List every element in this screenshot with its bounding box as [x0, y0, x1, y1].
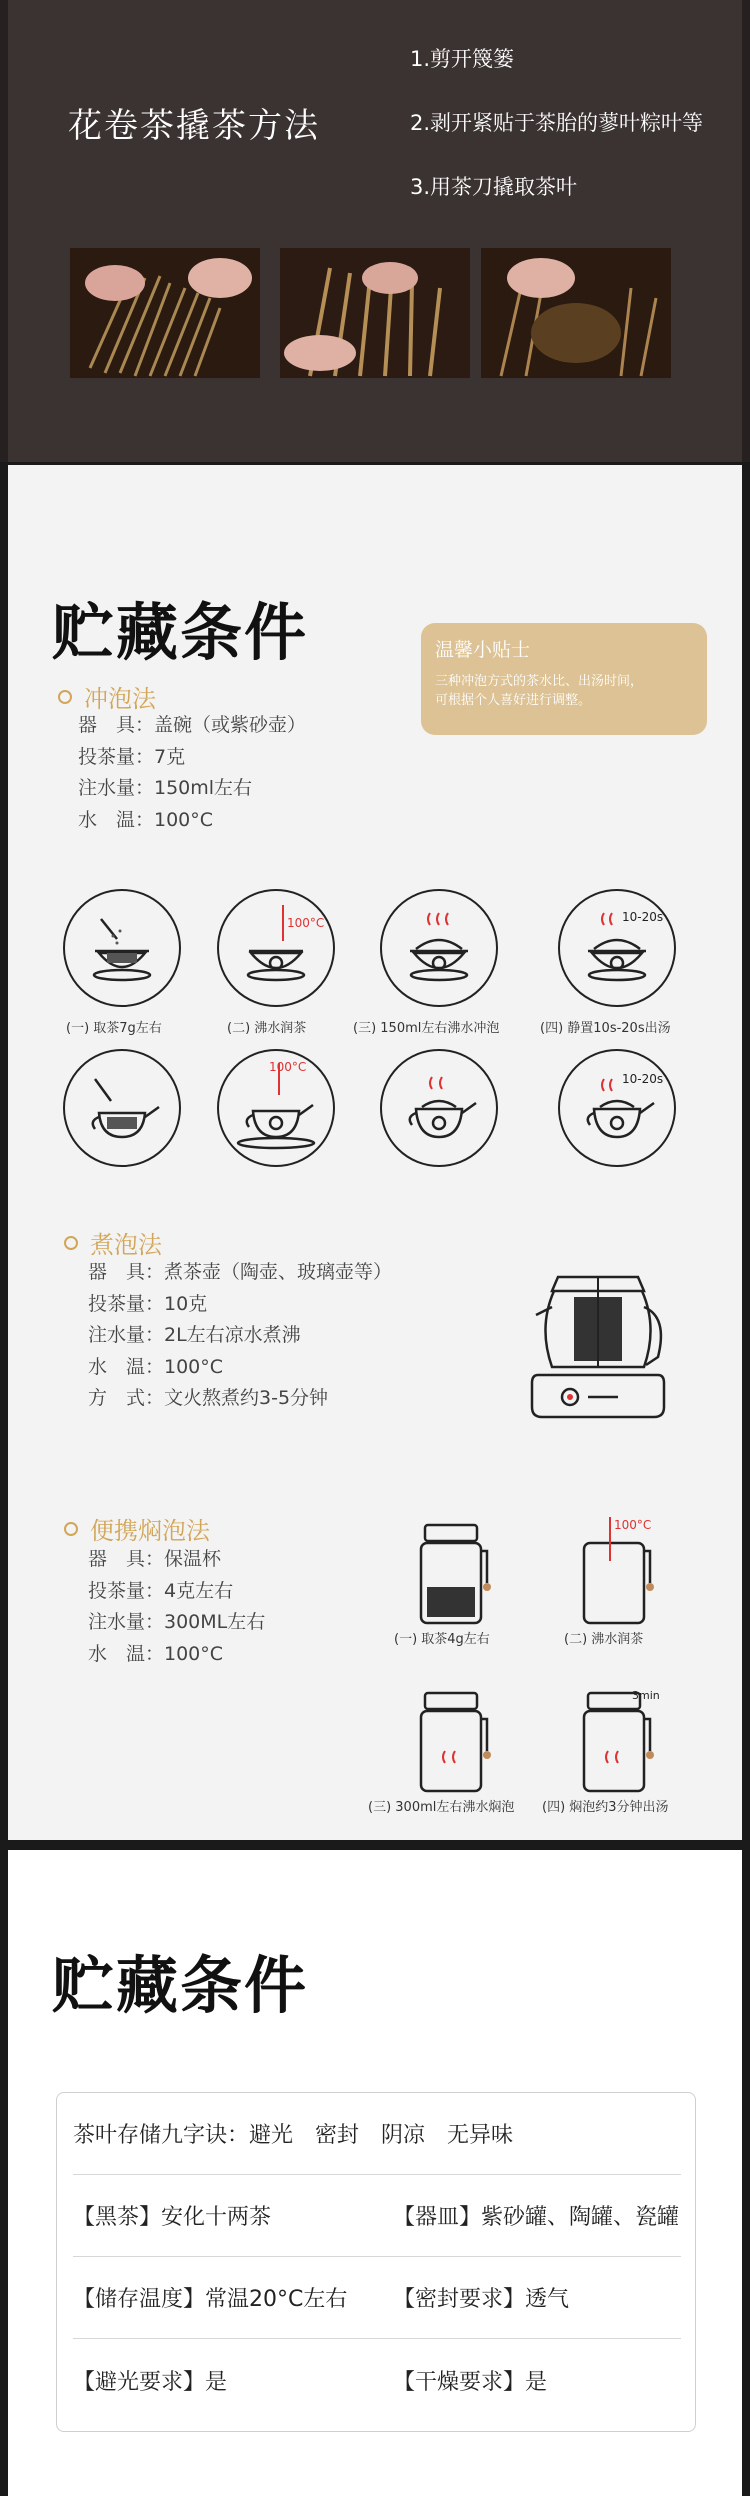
divider — [0, 1840, 750, 1850]
storage-row-cell: 【密封要求】透气 — [393, 2287, 570, 2312]
tip-title: 温馨小贴士 — [435, 639, 531, 661]
storage-row-cell: 【黑茶】安化十两茶 — [73, 2205, 272, 2230]
flask-step-2-label: 100°C — [614, 1518, 652, 1532]
method-boil-specs — [88, 1257, 392, 1415]
spec-line: 注水量：300ML左右 — [88, 1611, 266, 1634]
method-brew-specs — [78, 710, 306, 836]
tea-kettle-icon — [518, 1257, 678, 1427]
spec-line: 水 温：100°C — [78, 808, 214, 831]
gaiwan-step-2-caption: (二) 沸水润茶 — [227, 1021, 307, 1036]
method-flask-header — [64, 1511, 210, 1546]
storage-info-box — [56, 2092, 696, 2432]
tip-text-line-1: 三种冲泡方式的茶水比、出汤时间， — [435, 674, 644, 689]
teapot-step-2-icon — [217, 1049, 335, 1167]
section-title: 贮藏条件 — [52, 596, 309, 669]
flask-step-1-icon — [411, 1517, 491, 1627]
flask-step-3-caption: (三) 300ml左右沸水焖泡 — [368, 1800, 515, 1815]
photo-pry-tea — [481, 248, 671, 378]
flask-step-4-icon — [574, 1685, 660, 1795]
gaiwan-step-1-icon — [63, 889, 181, 1007]
gaiwan-step-1-caption: (一) 取茶7g左右 — [66, 1021, 162, 1036]
spec-line: 注水量：2L左右凉水煮沸 — [88, 1324, 301, 1347]
ring-bullet-icon — [64, 1522, 78, 1536]
storage-row — [73, 2339, 681, 2421]
ring-bullet-icon — [64, 1236, 78, 1250]
gaiwan-step-2-label: 100°C — [287, 916, 325, 930]
spec-line: 器 具：保温杯 — [88, 1548, 222, 1570]
flask-step-2-caption: (二) 沸水润茶 — [564, 1632, 644, 1647]
gaiwan-step-4-caption: (四) 静置10s-20s出汤 — [540, 1021, 671, 1036]
section-title: 贮藏条件 — [52, 1949, 309, 2022]
opening-step-2: 2.剥开紧贴于茶胎的蓼叶粽叶等 — [410, 111, 704, 135]
teapot-step-2-label: 100°C — [269, 1060, 307, 1074]
teapot-step-3-icon — [380, 1049, 498, 1167]
spec-line: 投茶量：4克左右 — [88, 1579, 234, 1602]
teapot-step-1-icon — [63, 1049, 181, 1167]
photo-peel-leaves — [280, 248, 470, 378]
spec-line: 投茶量：7克 — [78, 745, 186, 768]
spec-line: 器 具：煮茶壶（陶壶、玻璃壶等） — [88, 1261, 393, 1283]
tea-opening-section — [0, 0, 750, 462]
storage-row — [73, 2257, 681, 2339]
gaiwan-step-4-icon — [558, 889, 676, 1007]
opening-step-3: 3.用茶刀撬取茶叶 — [410, 175, 578, 199]
method-brew-header — [58, 679, 156, 714]
gaiwan-step-3-icon — [380, 889, 498, 1007]
spec-line: 投茶量：10克 — [88, 1292, 208, 1315]
method-boil-header — [64, 1225, 162, 1260]
storage-row-cell: 【避光要求】是 — [73, 2369, 228, 2395]
spec-line: 器 具：盖碗（或紫砂壶） — [78, 714, 307, 736]
opening-step-1: 1.剪开篾篓 — [410, 47, 515, 71]
flask-step-2-icon — [574, 1517, 654, 1627]
method-brew-name: 冲泡法 — [84, 685, 156, 713]
storage-section — [8, 1850, 742, 2496]
spec-line: 水 温：100°C — [88, 1642, 224, 1665]
storage-row-cell: 【储存温度】常温20°C左右 — [73, 2287, 348, 2312]
opening-steps — [410, 44, 703, 236]
storage-row-cell: 【器皿】紫砂罐、陶罐、瓷罐 — [393, 2205, 680, 2230]
storage-row-cell: 【干燥要求】是 — [393, 2369, 548, 2395]
opening-title: 花卷茶撬茶方法 — [68, 106, 320, 146]
gaiwan-step-4-label: 10-20s — [622, 910, 664, 924]
brewing-section — [8, 465, 742, 1840]
storage-row — [73, 2093, 681, 2175]
spec-line: 水 温：100°C — [88, 1355, 224, 1378]
tip-text-line-2: 可根据个人喜好进行调整。 — [435, 693, 592, 708]
method-flask-name: 便携焖泡法 — [90, 1517, 210, 1545]
flask-step-1-caption: (一) 取茶4g左右 — [394, 1632, 490, 1647]
flask-step-3-icon — [411, 1685, 491, 1795]
spec-line: 方 式：文火熬煮约3-5分钟 — [88, 1387, 329, 1410]
tip-box — [421, 623, 707, 735]
storage-row — [73, 2175, 681, 2257]
gaiwan-step-2-icon — [217, 889, 335, 1007]
method-boil-name: 煮泡法 — [90, 1231, 162, 1259]
teapot-step-4-label: 10-20s — [622, 1072, 664, 1086]
gaiwan-step-3-caption: (三) 150ml左右沸水冲泡 — [353, 1021, 500, 1036]
ring-bullet-icon — [58, 690, 72, 704]
photo-cut-basket — [70, 248, 260, 378]
teapot-step-4-icon — [558, 1049, 676, 1167]
flask-step-4-label: 3min — [632, 1689, 660, 1702]
method-flask-specs — [88, 1544, 265, 1670]
storage-row-cell: 茶叶存储九字诀：避光 密封 阴凉 无异味 — [73, 2123, 514, 2148]
spec-line: 注水量：150ml左右 — [78, 777, 253, 800]
flask-step-4-caption: (四) 焖泡约3分钟出汤 — [542, 1800, 669, 1815]
